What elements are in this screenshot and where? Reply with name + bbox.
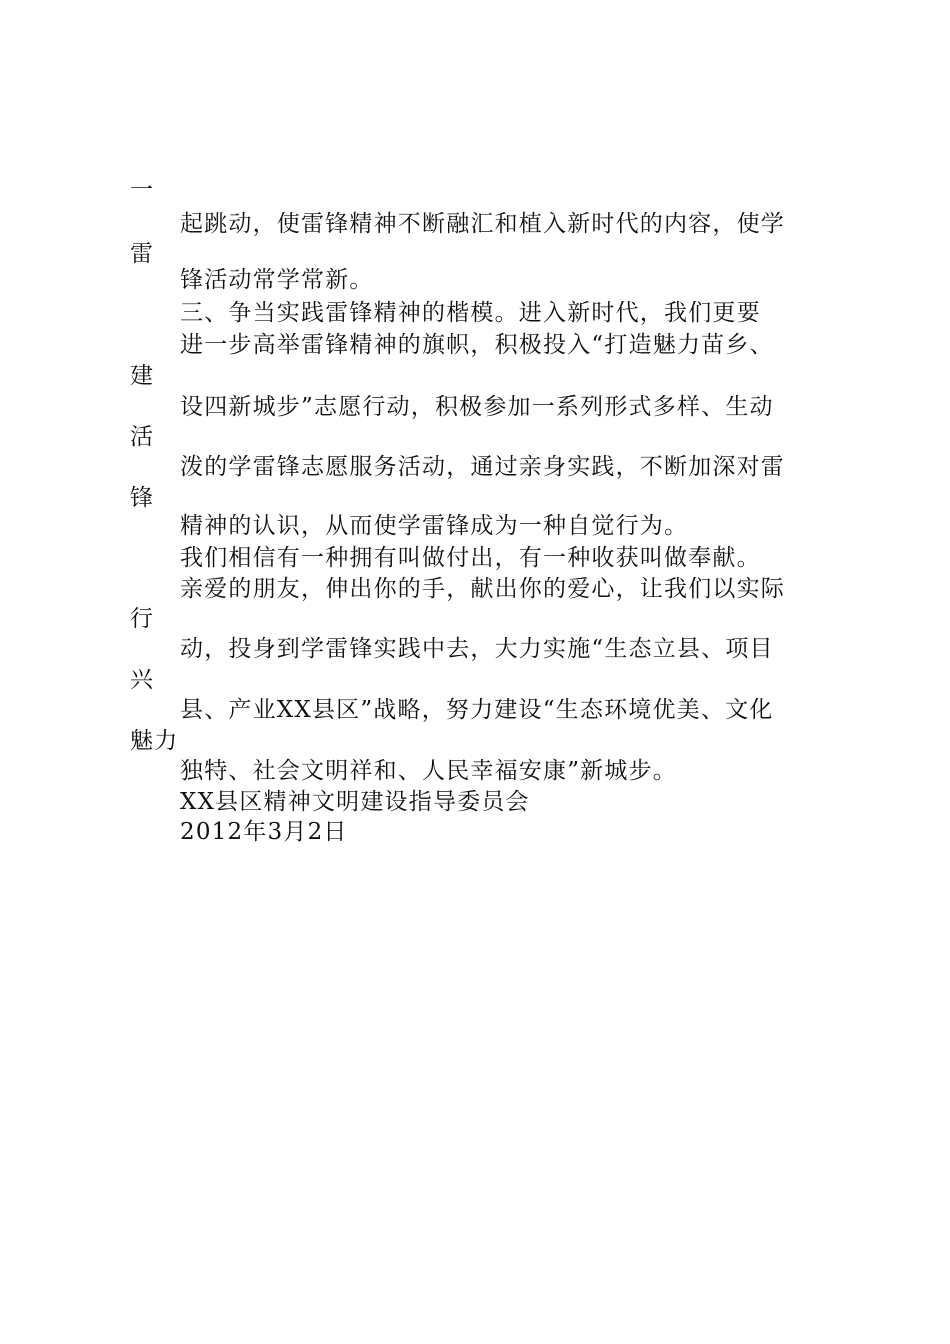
signature-date: 2012年3月2日 <box>180 819 348 845</box>
text-line: 建 <box>130 363 155 389</box>
text-line: 泼的学雷锋志愿服务活动，通过亲身实践，不断加深对雷 <box>180 454 785 480</box>
text-line: 精神的认识，从而使学雷锋成为一种自觉行为。 <box>180 513 689 539</box>
text-line: 锋 <box>130 485 155 511</box>
text-line: 独特、社会文明祥和、人民幸福安康”新城步。 <box>180 758 677 784</box>
text-line: 进一步高举雷锋精神的旗帜，积极投入“打造魅力苗乡、 <box>180 332 774 358</box>
text-line: 一 <box>130 177 155 203</box>
signature-organization: XX县区精神文明建设指导委员会 <box>180 789 530 815</box>
text-line: 起跳动，使雷锋精神不断融汇和植入新时代的内容，使学 <box>180 211 785 237</box>
text-line: 动，投身到学雷锋实践中去，大力实施“生态立县、项目 <box>180 636 774 662</box>
text-line: 县、产业XX县区”战略，努力建设“生态环境优美、文化 <box>180 697 774 723</box>
text-line: 亲爱的朋友，伸出你的手，献出你的爱心，让我们以实际 <box>180 576 785 602</box>
text-line: 活 <box>130 424 155 450</box>
text-line: 行 <box>130 606 155 632</box>
text-line: 魅力 <box>130 728 179 754</box>
text-line: 兴 <box>130 667 155 693</box>
text-line: 锋活动常学常新。 <box>180 267 374 293</box>
text-line: 设四新城步”志愿行动，积极参加一系列形式多样、生动 <box>180 394 774 420</box>
text-line: 雷 <box>130 241 155 267</box>
text-line: 我们相信有一种拥有叫做付出，有一种收获叫做奉献。 <box>180 545 761 571</box>
text-line: 三、争当实践雷锋精神的楷模。进入新时代，我们更要 <box>180 300 761 326</box>
